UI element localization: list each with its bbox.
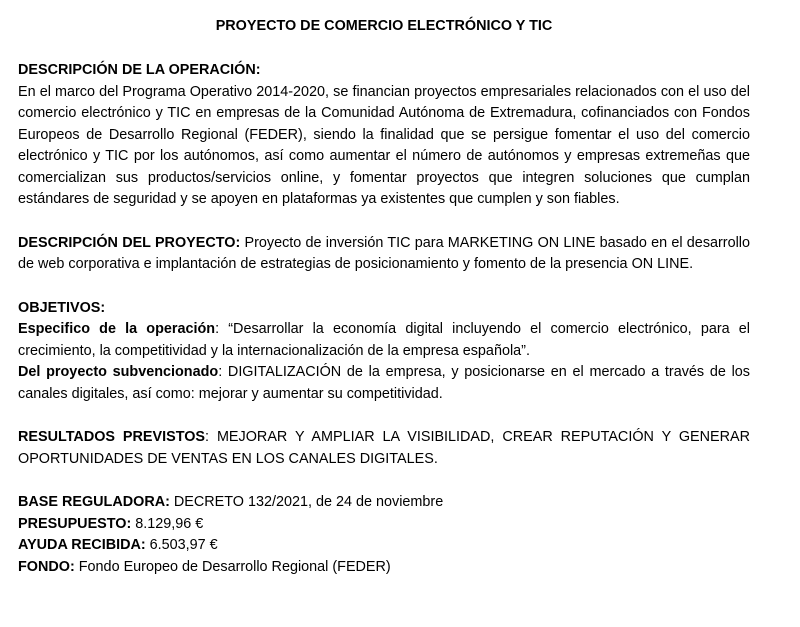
especifico-label: Especifico de la operación bbox=[18, 321, 216, 337]
presupuesto-value: 8.129,96 € bbox=[131, 515, 204, 532]
ayuda-label: AYUDA RECIBIDA: bbox=[18, 537, 146, 553]
fondo bbox=[18, 557, 750, 579]
presupuesto bbox=[18, 514, 750, 536]
operacion-heading: DESCRIPCIÓN DE LA OPERACIÓN: bbox=[18, 62, 261, 78]
proyecto-subvencionado-text: : DIGITALIZACIÓN de la empresa, y posicionarse en el mercado a través de los canales digitales, así como: mejorar y aumentar su competitividad. bbox=[18, 364, 750, 402]
objetivos-heading: OBJETIVOS: bbox=[18, 299, 106, 316]
base-label: BASE REGULADORA: bbox=[18, 494, 170, 510]
especifico-text: : “Desarrollar la economía digital incluyendo el comercio electrónico, para el crecimiento, la competitividad y la internacionalización de la empresa española”. bbox=[18, 321, 751, 359]
section-datos bbox=[18, 492, 750, 578]
section-objetivos bbox=[18, 298, 750, 406]
proyecto-heading: DESCRIPCIÓN DEL PROYECTO: bbox=[18, 234, 241, 251]
proyecto-text: Proyecto de inversión TIC para MARKETING ON LINE basado en el desarrollo de web corporativa e implantación de estrategias de posicionamiento y fomento de la presencia ON LINE. bbox=[18, 234, 750, 272]
fondo-value: Fondo Europeo de Desarrollo Regional (FEDER) bbox=[74, 558, 391, 575]
ayuda-value: 6.503,97 € bbox=[145, 537, 218, 553]
base-value: DECRETO 132/2021, de 24 de noviembre bbox=[169, 494, 444, 510]
proyecto-subvencionado-label: Del proyecto subvencionado bbox=[18, 364, 219, 380]
resultados-heading: RESULTADOS PREVISTOS bbox=[18, 429, 206, 445]
operacion-text: En el marco del Programa Operativo 2014-2020, se financian proyectos empresariales relacionados con el uso del comercio electrónico y TIC en empresas de la Comunidad Autónoma de Extremadura, cofinanciados con Fondos Europeos de Desarrollo Regional (FEDER), siendo la finalidad que se persigue fomentar el uso del comercio electrónico y TIC por los autónomos, así como aumentar el número de autónomos y empresas extremeñas que comercializan sus productos/servicios online, y fomentar proyectos que integren soluciones que cumplan estándares de seguridad y se apoyen en plataformas ya existentes que cumplen y son fiables. bbox=[18, 83, 750, 207]
section-operacion bbox=[18, 60, 750, 211]
resultados-text: : MEJORAR Y AMPLIAR LA VISIBILIDAD, CREAR REPUTACIÓN Y GENERAR OPORTUNIDADES DE VENTAS EN LOS CANALES DIGITALES. bbox=[18, 429, 750, 467]
fondo-label: FONDO: bbox=[18, 558, 75, 575]
section-resultados bbox=[18, 427, 750, 470]
ayuda-recibida bbox=[18, 535, 750, 557]
base-reguladora bbox=[18, 492, 750, 514]
presupuesto-label: PRESUPUESTO: bbox=[18, 515, 132, 532]
document-page bbox=[18, 16, 750, 578]
section-proyecto bbox=[18, 233, 750, 276]
document-title: PROYECTO DE COMERCIO ELECTRÓNICO Y TIC bbox=[215, 18, 553, 34]
